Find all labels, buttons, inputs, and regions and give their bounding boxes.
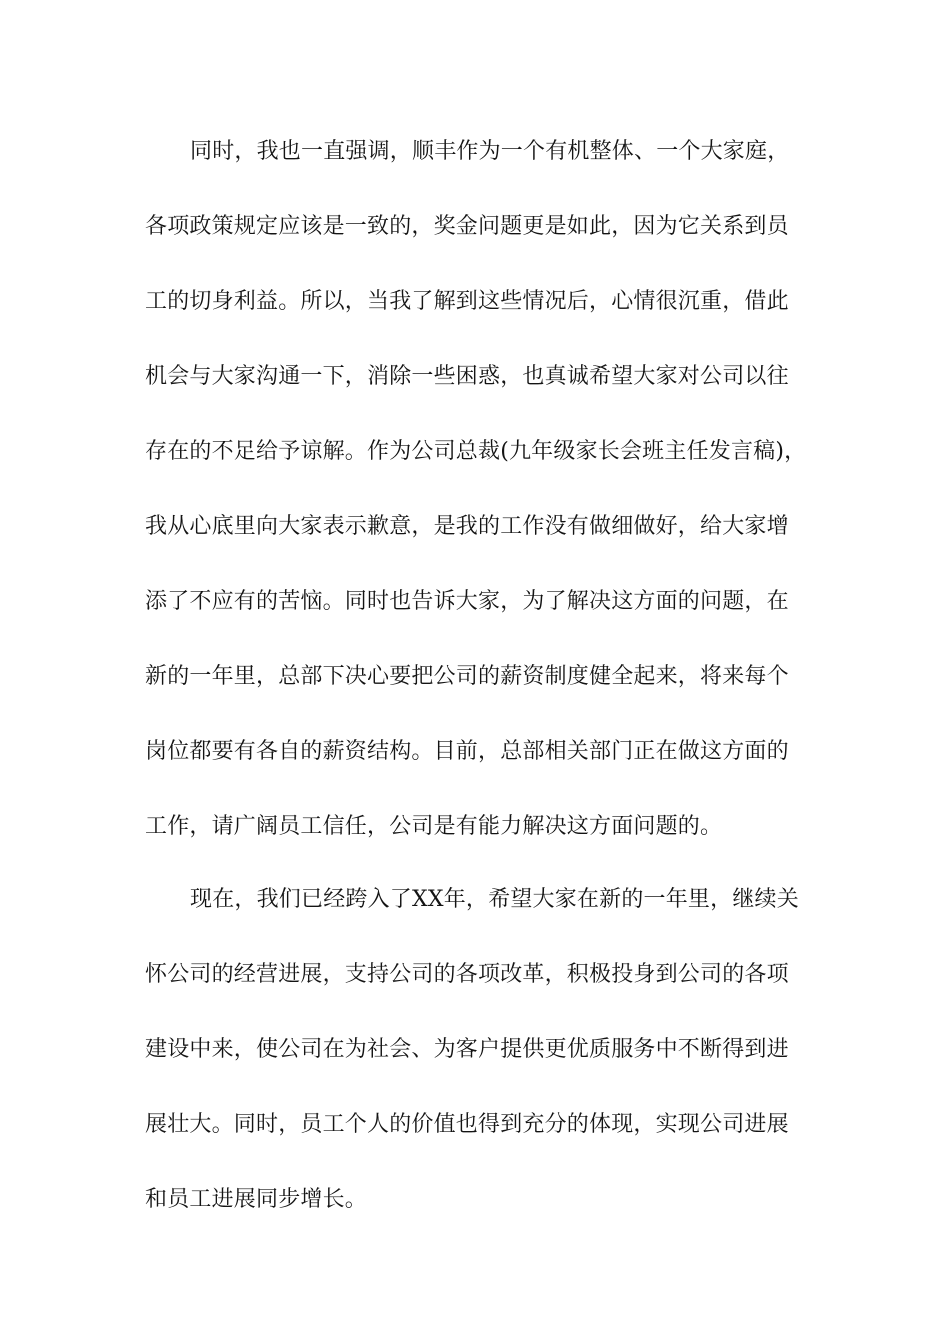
paragraph-1-line-6: 我从心底里向大家表示歉意，是我的工作没有做细做好，给大家增 [145, 514, 789, 539]
paragraph-1-line-9: 岗位都要有各自的薪资结构。目前，总部相关部门正在做这方面的 [145, 739, 789, 764]
paragraph-2-line-2: 怀公司的经营进展，支持公司的各项改革，积极投身到公司的各项 [145, 962, 789, 987]
paragraph-2-line-3: 建设中来，使公司在为社会、为客户提供更优质服务中不断得到进 [145, 1037, 789, 1062]
paragraph-1-line-2: 各项政策规定应该是一致的，奖金问题更是如此，因为它关系到员 [145, 214, 789, 239]
paragraph-1-line-10: 工作，请广阔员工信任，公司是有能力解决这方面问题的。 [145, 814, 723, 839]
paragraph-1-line-4: 机会与大家沟通一下，消除一些困惑，也真诚希望大家对公司以往 [145, 364, 789, 389]
paragraph-1-line-3: 工的切身利益。所以，当我了解到这些情况后，心情很沉重，借此 [145, 289, 789, 314]
paragraph-1-line-1: 同时，我也一直强调，顺丰作为一个有机整体、一个大家庭， [190, 139, 790, 164]
paragraph-2-line-1: 现在，我们已经跨入了XX年，希望大家在新的一年里，继续关 [190, 887, 799, 912]
paragraph-1-line-8: 新的一年里，总部下决心要把公司的薪资制度健全起来，将来每个 [145, 664, 789, 689]
paragraph-1-line-5: 存在的不足给予谅解。作为公司总裁(九年级家长会班主任发言稿)， [145, 439, 807, 464]
paragraph-2-line-4: 展壮大。同时，员工个人的价值也得到充分的体现，实现公司进展 [145, 1112, 789, 1137]
paragraph-1-line-7: 添了不应有的苦恼。同时也告诉大家，为了解决这方面的问题，在 [145, 589, 789, 614]
paragraph-2-line-5: 和员工进展同步增长。 [145, 1187, 368, 1212]
